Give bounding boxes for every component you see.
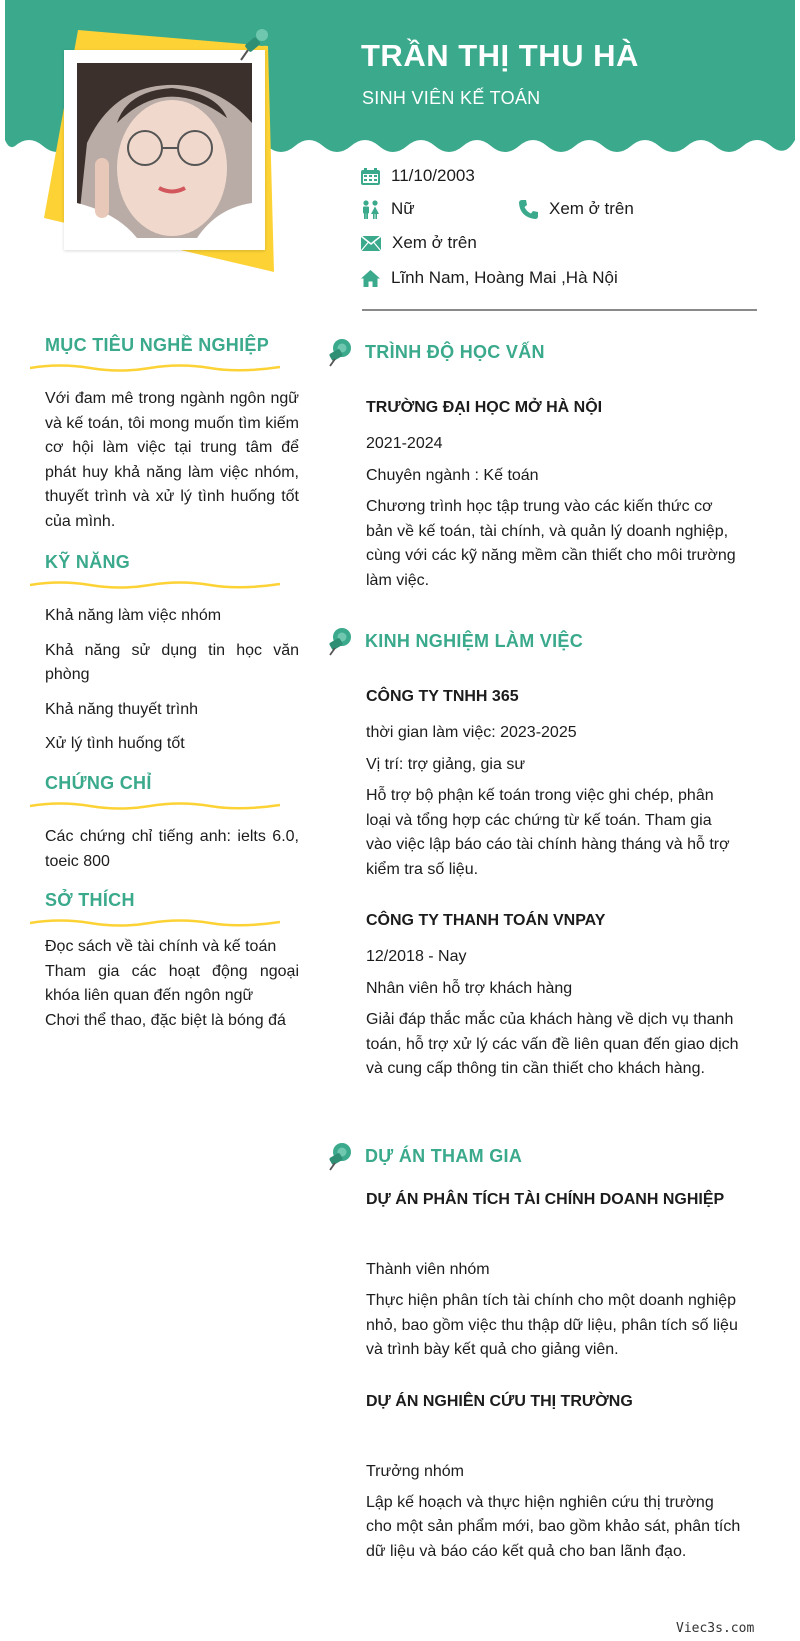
job-description: Giải đáp thắc mắc của khách hàng về dịch vụ thanh toán, hỗ trợ xử lý các vấn đề liên quan đến giao dịch và cung cấp thông tin cần thiết cho khách hàng. [366, 1011, 739, 1077]
gender-icon [361, 200, 380, 219]
job-period: 12/2018 - Nay [366, 948, 467, 965]
email-row [361, 233, 477, 253]
candidate-title: SINH VIÊN KẾ TOÁN [362, 88, 541, 108]
gender-row [361, 199, 415, 219]
skills-title: KỸ NĂNG [45, 552, 131, 572]
birthdate-value: 11/10/2003 [391, 166, 475, 185]
phone-icon [519, 200, 538, 219]
wave-underline [30, 362, 280, 374]
birthdate-row [361, 166, 475, 186]
phone-value: Xem ở trên [549, 199, 634, 218]
calendar-icon [361, 168, 380, 185]
company-name: CÔNG TY TNHH 365 [366, 688, 519, 705]
job-description: Hỗ trợ bộ phận kế toán trong việc ghi chép, phân loại và tổng hợp các chứng từ kế toán. Tham gia vào việc lập báo cáo tài chính hàng tháng và hỗ trợ kiểm tra số liệu. [366, 787, 730, 878]
objective-section [30, 335, 300, 534]
gender-value: Nữ [391, 199, 415, 218]
project-role: Trưởng nhóm [366, 1462, 464, 1480]
education-section [327, 337, 747, 593]
objective-text: Với đam mê trong ngành ngôn ngữ và kế toán, tôi mong muốn tìm kiếm cơ hội làm việc tại trung tâm để phát huy khả năng làm việc nhóm, thuyết trình và xử lý tình huống tốt của mình. [45, 390, 299, 530]
wave-underline [30, 917, 280, 929]
experience-section [327, 626, 747, 1082]
wave-underline [30, 800, 280, 812]
hobby-item: Đọc sách về tài chính và kế toán [45, 938, 277, 955]
skill-item: Khả năng sử dụng tin học văn phòng [45, 641, 299, 683]
skills-section [30, 552, 300, 767]
certificates-title: CHỨNG CHỈ [45, 773, 152, 793]
education-description: Chương trình học tập trung vào các kiến thức cơ bản về kế toán, tài chính, và quản lý doanh nghiệp, cùng với các kỹ năng mềm cần thiết cho môi trường làm việc. [366, 498, 736, 589]
watermark: Viec3s.com [676, 1621, 755, 1636]
pushpin-icon [327, 337, 355, 367]
address-value: Lĩnh Nam, Hoàng Mai ,Hà Nội [391, 268, 618, 287]
pushpin-icon [238, 20, 278, 64]
hobbies-section [30, 890, 300, 1033]
education-period: 2021-2024 [366, 435, 443, 452]
project-name: DỰ ÁN PHÂN TÍCH TÀI CHÍNH DOANH NGHIỆP [366, 1191, 725, 1208]
projects-section [327, 1141, 747, 1564]
education-title: TRÌNH ĐỘ HỌC VẤN [365, 341, 545, 362]
address-row [361, 268, 618, 288]
hobby-item: Tham gia các hoạt động ngoại khóa liên quan đến ngôn ngữ [45, 962, 299, 1004]
email-icon [361, 236, 381, 251]
pushpin-icon [327, 1141, 355, 1171]
school-name: TRƯỜNG ĐẠI HỌC MỞ HÀ NỘI [366, 399, 603, 416]
skill-item: Khả năng thuyết trình [45, 700, 198, 718]
home-icon [361, 270, 380, 287]
skill-item: Khả năng làm việc nhóm [45, 607, 222, 624]
profile-photo [77, 63, 252, 238]
certificates-section [30, 773, 300, 874]
wave-underline [30, 579, 280, 591]
skill-item: Xử lý tình huống tốt [45, 735, 185, 752]
hobby-item: Chơi thể thao, đặc biệt là bóng đá [45, 1011, 286, 1029]
experience-title: KINH NGHIỆM LÀM VIỆC [365, 630, 584, 651]
hobbies-title: SỞ THÍCH [45, 890, 135, 910]
objective-title: MỤC TIÊU NGHỀ NGHIỆP [45, 335, 270, 355]
job-role: Nhân viên hỗ trợ khách hàng [366, 980, 573, 997]
job-period: thời gian làm việc: 2023-2025 [366, 724, 577, 741]
project-description: Lập kế hoạch và thực hiện nghiên cứu thị trường cho một sản phẩm mới, bao gồm khảo sát, phân tích dữ liệu và báo cáo kết quả cho ban lãnh đạo. [366, 1493, 741, 1560]
header-divider [362, 309, 757, 311]
certificates-text: Các chứng chỉ tiếng anh: ielts 6.0, toeic 800 [45, 828, 299, 870]
project-description: Thực hiện phân tích tài chính cho một doanh nghiệp nhỏ, bao gồm việc thu thập dữ liệu, phân tích số liệu và trình bày kết quả cho giảng viên. [366, 1292, 738, 1358]
project-name: DỰ ÁN NGHIÊN CỨU THỊ TRƯỜNG [366, 1392, 633, 1410]
company-name: CÔNG TY THANH TOÁN VNPAY [366, 912, 606, 929]
job-role: Vị trí: trợ giảng, gia sư [366, 756, 526, 773]
phone-row [519, 199, 634, 219]
email-value: Xem ở trên [392, 233, 477, 252]
candidate-name: TRẦN THỊ THU HÀ [361, 38, 639, 73]
project-role: Thành viên nhóm [366, 1261, 490, 1278]
pushpin-icon [327, 626, 355, 656]
projects-title: DỰ ÁN THAM GIA [365, 1145, 523, 1166]
education-major: Chuyên ngành : Kế toán [366, 467, 539, 484]
profile-photo-frame [64, 50, 265, 250]
